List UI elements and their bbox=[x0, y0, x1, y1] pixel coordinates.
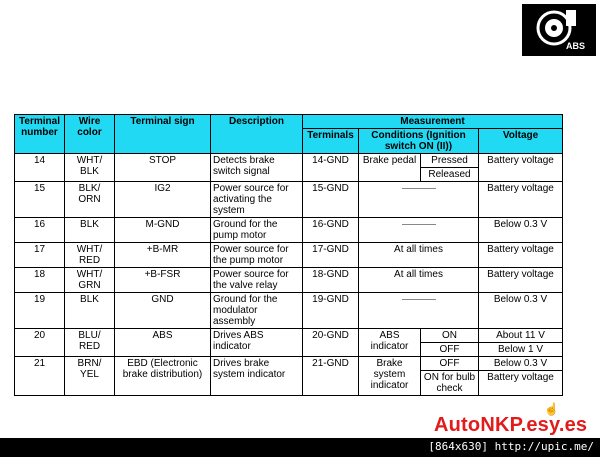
header-wire-color: Wire color bbox=[65, 115, 115, 154]
condition-cell bbox=[359, 293, 479, 329]
watermark-text: AutoNKP.esy.es bbox=[434, 414, 588, 436]
no-condition-dash bbox=[402, 188, 436, 189]
terminal-sign-cell: +B-MR bbox=[115, 243, 211, 268]
table-row bbox=[15, 268, 563, 293]
terminal-sign-cell: ABS bbox=[115, 329, 211, 357]
terminals-cell: 17-GND bbox=[303, 243, 359, 268]
condition-state-cell: OFF bbox=[421, 357, 479, 371]
terminal-number-cell: 17 bbox=[15, 243, 65, 268]
voltage-cell: Below 1 V bbox=[479, 343, 563, 357]
header-terminal-sign: Terminal sign bbox=[115, 115, 211, 154]
condition-cell: Brake pedal bbox=[359, 154, 421, 182]
terminal-number-cell: 18 bbox=[15, 268, 65, 293]
description-cell: Drives ABS indicator bbox=[211, 329, 303, 357]
terminal-number-cell: 15 bbox=[15, 182, 65, 218]
voltage-cell: Battery voltage bbox=[479, 243, 563, 268]
condition-cell: Brake system indicator bbox=[359, 357, 421, 396]
terminal-sign-cell: STOP bbox=[115, 154, 211, 182]
wire-color-cell: BRN/ YEL bbox=[65, 357, 115, 396]
terminal-sign-cell: GND bbox=[115, 293, 211, 329]
description-cell: Power source for the valve relay bbox=[211, 268, 303, 293]
terminal-number-cell: 19 bbox=[15, 293, 65, 329]
voltage-cell: About 11 V bbox=[479, 329, 563, 343]
wire-color-cell: WHT/ GRN bbox=[65, 268, 115, 293]
condition-cell: ABS indicator bbox=[359, 329, 421, 357]
abs-logo bbox=[522, 4, 596, 56]
description-cell: Ground for the pump motor bbox=[211, 218, 303, 243]
terminals-cell: 14-GND bbox=[303, 154, 359, 182]
condition-state-cell: ON for bulb check bbox=[421, 371, 479, 396]
condition-state-cell: Pressed bbox=[421, 154, 479, 168]
voltage-cell: Below 0.3 V bbox=[479, 357, 563, 371]
image-host-footer bbox=[0, 438, 600, 457]
table-row bbox=[15, 243, 563, 268]
condition-cell bbox=[359, 218, 479, 243]
terminals-cell: 21-GND bbox=[303, 357, 359, 396]
table-row bbox=[15, 329, 563, 343]
condition-state-cell: Released bbox=[421, 168, 479, 182]
terminal-spec-table bbox=[14, 114, 563, 396]
table-row bbox=[15, 218, 563, 243]
description-cell: Drives brake system indicator bbox=[211, 357, 303, 396]
table-row bbox=[15, 293, 563, 329]
terminal-number-cell: 16 bbox=[15, 218, 65, 243]
terminals-cell: 16-GND bbox=[303, 218, 359, 243]
terminals-cell: 18-GND bbox=[303, 268, 359, 293]
voltage-cell: Battery voltage bbox=[479, 182, 563, 218]
wire-color-cell: WHT/ RED bbox=[65, 243, 115, 268]
voltage-cell: Below 0.3 V bbox=[479, 218, 563, 243]
description-cell: Detects brake switch signal bbox=[211, 154, 303, 182]
header-voltage: Voltage bbox=[479, 129, 563, 154]
abs-logo-text: ABS bbox=[566, 41, 586, 51]
header-measurement: Measurement bbox=[303, 115, 563, 129]
condition-cell: At all times bbox=[359, 268, 479, 293]
table-row bbox=[15, 357, 563, 371]
terminal-number-cell: 21 bbox=[15, 357, 65, 396]
voltage-cell: Battery voltage bbox=[479, 371, 563, 396]
description-cell: Power source for the pump motor bbox=[211, 243, 303, 268]
condition-state-cell: ON bbox=[421, 329, 479, 343]
no-condition-dash bbox=[402, 299, 436, 300]
condition-state-cell: OFF bbox=[421, 343, 479, 357]
condition-cell: At all times bbox=[359, 243, 479, 268]
terminal-sign-cell: M-GND bbox=[115, 218, 211, 243]
hand-cursor-icon: ☝ bbox=[544, 402, 559, 416]
terminal-number-cell: 20 bbox=[15, 329, 65, 357]
terminals-cell: 20-GND bbox=[303, 329, 359, 357]
wire-color-cell: BLK/ ORN bbox=[65, 182, 115, 218]
terminal-sign-cell: IG2 bbox=[115, 182, 211, 218]
voltage-cell: Below 0.3 V bbox=[479, 293, 563, 329]
table-row bbox=[15, 154, 563, 168]
header-description: Description bbox=[211, 115, 303, 154]
image-host-link[interactable]: [864x630] http://upic.me/ bbox=[428, 440, 594, 453]
wire-color-cell: BLK bbox=[65, 293, 115, 329]
terminals-cell: 19-GND bbox=[303, 293, 359, 329]
voltage-cell: Battery voltage bbox=[479, 268, 563, 293]
description-cell: Ground for the modulator assembly bbox=[211, 293, 303, 329]
wire-color-cell: BLK bbox=[65, 218, 115, 243]
description-cell: Power source for activating the system bbox=[211, 182, 303, 218]
wire-color-cell: WHT/ BLK bbox=[65, 154, 115, 182]
terminal-sign-cell: EBD (Electronic brake distribution) bbox=[115, 357, 211, 396]
header-terminal-number: Terminal number bbox=[15, 115, 65, 154]
condition-cell bbox=[359, 182, 479, 218]
no-condition-dash bbox=[402, 224, 436, 225]
table-row bbox=[15, 182, 563, 218]
terminal-number-cell: 14 bbox=[15, 154, 65, 182]
terminal-sign-cell: +B-FSR bbox=[115, 268, 211, 293]
header-terminals: Terminals bbox=[303, 129, 359, 154]
wire-color-cell: BLU/ RED bbox=[65, 329, 115, 357]
voltage-cell: Battery voltage bbox=[479, 154, 563, 182]
terminals-cell: 15-GND bbox=[303, 182, 359, 218]
header-conditions: Conditions (Ignition switch ON (II)) bbox=[359, 129, 479, 154]
